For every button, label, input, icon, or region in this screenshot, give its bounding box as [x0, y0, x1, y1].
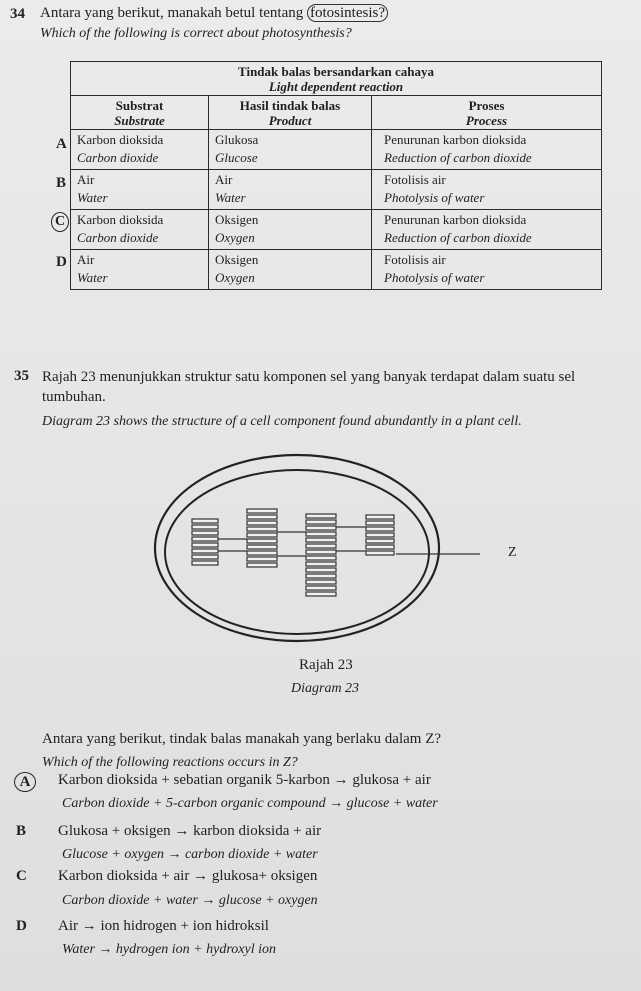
- question-35-number: 35: [14, 368, 29, 384]
- cell-product-en: Oxygen: [215, 230, 255, 245]
- label-z: Z: [508, 545, 517, 560]
- q34-option-d-label[interactable]: D: [56, 254, 67, 270]
- cell-process-en: Photolysis of water: [384, 190, 485, 205]
- table-row-d: [71, 250, 602, 290]
- cell-process: [372, 130, 602, 170]
- table-row-c: [71, 210, 602, 250]
- choice-c-letter[interactable]: C: [16, 868, 27, 884]
- cell-process-en: Reduction of carbon dioxide: [384, 150, 532, 165]
- table-title-en: Light dependent reaction: [268, 79, 404, 94]
- q34-option-b-label[interactable]: B: [56, 175, 67, 191]
- cell-product-en: Water: [215, 190, 246, 205]
- cell-substrate-en: Carbon dioxide: [77, 230, 159, 245]
- header-process-en: Process: [465, 113, 508, 128]
- cell-substrate-en: Water: [77, 190, 108, 205]
- choice-d-text-ms[interactable]: Air → ion hidrogen + ion hidroksil: [58, 918, 269, 934]
- cell-process-ms: Penurunan karbon dioksida: [384, 132, 527, 147]
- cell-product-en: Glucose: [215, 150, 258, 165]
- granum-stack-2: [247, 509, 277, 567]
- cell-process-ms: Fotolisis air: [384, 172, 446, 187]
- question-34-circled-word: fotosintesis?: [307, 4, 388, 22]
- question-35-intro-ms: Rajah 23 menunjukkan struktur satu komponen sel yang banyak terdapat dalam suatu sel tumbuhan.: [42, 369, 576, 405]
- choice-c-text-en[interactable]: Carbon dioxide + water → glucose + oxygen: [62, 893, 318, 908]
- cell-process-ms: Penurunan karbon dioksida: [384, 212, 527, 227]
- granum-stack-4: [366, 515, 394, 555]
- table-title: [71, 62, 602, 96]
- cell-substrate-ms: Air: [77, 172, 95, 187]
- cell-product-ms: Air: [215, 172, 233, 187]
- cell-substrate: [71, 170, 209, 210]
- header-process: [372, 96, 602, 130]
- chloroplast-diagram: [150, 452, 480, 652]
- cell-product-ms: Oksigen: [215, 212, 259, 227]
- light-reaction-table: [70, 61, 602, 290]
- choice-d-letter[interactable]: D: [16, 918, 27, 934]
- q34-option-c-label-circled[interactable]: C: [51, 212, 69, 232]
- cell-product: [209, 170, 372, 210]
- choice-b-letter[interactable]: B: [16, 823, 27, 839]
- cell-substrate: [71, 130, 209, 170]
- choice-b-text-ms[interactable]: Glukosa + oksigen → karbon dioksida + air: [58, 823, 322, 839]
- choice-d-text-en[interactable]: Water → hydrogen ion + hydroxyl ion: [62, 942, 276, 957]
- cell-substrate: [71, 210, 209, 250]
- cell-substrate-en: Water: [77, 270, 108, 285]
- cell-product: [209, 250, 372, 290]
- question-35-intro-en: Diagram 23 shows the structure of a cell component found abundantly in a plant cell.: [42, 414, 522, 429]
- header-substrate: [71, 96, 209, 130]
- cell-substrate-ms: Karbon dioksida: [77, 132, 164, 147]
- choice-c-text-ms[interactable]: Karbon dioksida + air → glukosa+ oksigen: [58, 868, 318, 884]
- question-35-stem-ms: Antara yang berikut, tindak balas manakah yang berlaku dalam Z?: [42, 731, 442, 747]
- choice-b-text-en[interactable]: Glucose + oxygen → carbon dioxide + water: [62, 847, 318, 862]
- question-35-stem-en: Which of the following reactions occurs in Z?: [42, 755, 298, 770]
- cell-substrate-ms: Karbon dioksida: [77, 212, 164, 227]
- header-product: [209, 96, 372, 130]
- header-substrate-ms: Substrat: [115, 98, 164, 113]
- cell-substrate-en: Carbon dioxide: [77, 150, 159, 165]
- cell-process: [372, 210, 602, 250]
- cell-process-en: Reduction of carbon dioxide: [384, 230, 532, 245]
- cell-process-en: Photolysis of water: [384, 270, 485, 285]
- choice-a-text-ms[interactable]: Karbon dioksida + sebatian organik 5-karbon → glukosa + air: [58, 772, 431, 788]
- question-34-number: 34: [10, 6, 25, 22]
- cell-process: [372, 250, 602, 290]
- header-process-ms: Proses: [468, 98, 505, 113]
- cell-product-en: Oxygen: [215, 270, 255, 285]
- granum-stack-3: [306, 514, 336, 596]
- table-title-ms: Tindak balas bersandarkan cahaya: [238, 64, 434, 79]
- figure-caption-en: Diagram 23: [291, 681, 360, 696]
- table-row-a: [71, 130, 602, 170]
- cell-substrate: [71, 250, 209, 290]
- question-34-text-ms-main: Antara yang berikut, manakah betul tentang: [40, 5, 304, 21]
- cell-product: [209, 130, 372, 170]
- question-34-text-en: Which of the following is correct about photosynthesis?: [40, 26, 352, 41]
- granum-stack-1: [192, 519, 218, 565]
- choice-a-letter-circled[interactable]: A: [14, 772, 36, 792]
- cell-product-ms: Oksigen: [215, 252, 259, 267]
- table-row-b: [71, 170, 602, 210]
- q34-option-a-label[interactable]: A: [56, 136, 67, 152]
- header-substrate-en: Substrate: [114, 113, 165, 128]
- cell-process: [372, 170, 602, 210]
- chloroplast-outer-membrane: [155, 455, 439, 641]
- cell-substrate-ms: Air: [77, 252, 95, 267]
- cell-product-ms: Glukosa: [215, 132, 259, 147]
- header-product-en: Product: [268, 113, 312, 128]
- choice-a-text-en[interactable]: Carbon dioxide + 5-carbon organic compound → glucose + water: [62, 796, 438, 811]
- intergranal-lamellae: [218, 527, 366, 556]
- figure-caption-ms: Rajah 23: [299, 657, 353, 673]
- cell-process-ms: Fotolisis air: [384, 252, 446, 267]
- question-34-text-ms: [40, 5, 388, 22]
- header-product-ms: Hasil tindak balas: [239, 98, 341, 113]
- cell-product: [209, 210, 372, 250]
